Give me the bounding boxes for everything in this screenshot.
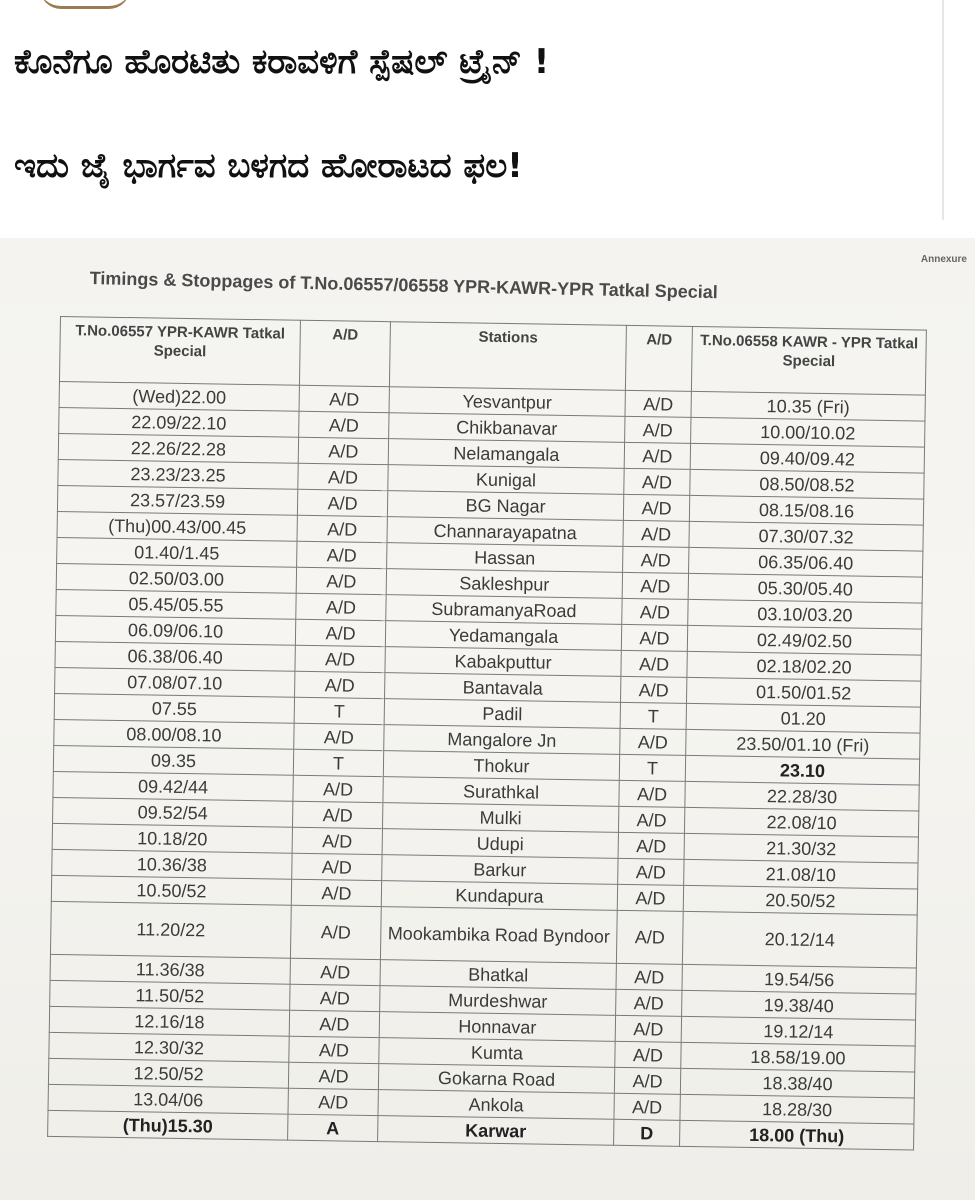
station-cell: Kabakputtur [385, 647, 621, 677]
ad-up-cell: A/D [616, 989, 682, 1016]
ad-up-cell: T [620, 702, 686, 729]
station-cell: Thokur [383, 751, 619, 781]
ad-up-cell: A/D [622, 572, 688, 599]
ad-down-cell: A/D [290, 905, 381, 959]
ad-up-cell: D [614, 1119, 680, 1146]
ad-up-cell: A/D [625, 416, 691, 443]
ad-up-cell: A/D [614, 1067, 680, 1094]
ad-up-cell: A/D [614, 1093, 680, 1120]
down-time-cell: 11.50/52 [50, 980, 290, 1010]
up-time-cell: 18.38/40 [680, 1068, 914, 1098]
ad-up-cell: A/D [618, 832, 684, 859]
up-time-cell: 19.12/14 [681, 1016, 915, 1046]
down-time-cell: 10.36/38 [52, 849, 292, 879]
station-cell: Karwar [378, 1116, 614, 1146]
station-cell: Murdeshwar [380, 986, 616, 1016]
ad-up-cell: A/D [623, 546, 689, 573]
ad-down-cell: A/D [288, 1062, 378, 1089]
up-time-cell: 08.15/08.16 [689, 495, 923, 525]
ad-down-cell: A/D [296, 593, 386, 620]
down-time-cell: 09.35 [53, 745, 293, 775]
ad-up-cell: A/D [621, 624, 687, 651]
ad-down-cell: A/D [289, 1036, 379, 1063]
timetable-grid [47, 316, 927, 1151]
down-time-cell: 06.38/06.40 [55, 641, 295, 671]
down-time-cell: 23.57/23.59 [57, 485, 297, 515]
up-time-cell: 02.18/02.20 [687, 651, 921, 681]
up-time-cell: 18.58/19.00 [681, 1042, 915, 1072]
header-stations: Stations [389, 322, 626, 391]
ad-up-cell: T [619, 754, 685, 781]
down-time-cell: 05.45/05.55 [56, 589, 296, 619]
up-time-cell: 20.12/14 [682, 911, 917, 968]
up-time-cell: 22.28/30 [685, 781, 919, 811]
up-time-cell: 01.20 [686, 703, 920, 733]
ad-down-cell: T [293, 749, 383, 776]
divider [942, 0, 944, 220]
up-time-cell: 05.30/05.40 [688, 573, 922, 603]
up-time-cell: 10.00/10.02 [691, 417, 925, 447]
station-cell: Mulki [382, 803, 618, 833]
ad-up-cell: A/D [615, 1015, 681, 1042]
down-time-cell: 12.16/18 [49, 1006, 289, 1036]
down-time-cell: 09.52/54 [53, 797, 293, 827]
header-down-train: T.No.06557 YPR-KAWR Tatkal Special [59, 317, 300, 386]
post-line-2: ಇದು ಜೈ ಭಾರ್ಗವ ಬಳಗದ ಹೋರಾಟದ ಫಲ! [14, 146, 523, 186]
up-time-cell: 23.50/01.10 (Fri) [686, 729, 920, 759]
ad-down-cell: A/D [292, 853, 382, 880]
down-time-cell: 10.50/52 [51, 875, 291, 905]
ad-up-cell: A/D [621, 676, 687, 703]
ad-down-cell: A/D [289, 1010, 379, 1037]
down-time-cell: (Thu)00.43/00.45 [57, 511, 297, 541]
annexure-label: Annexure [920, 254, 967, 265]
station-cell: Hassan [387, 543, 623, 573]
station-cell: Udupi [382, 829, 618, 859]
up-time-cell: 19.54/56 [682, 964, 916, 994]
ad-down-cell: A/D [292, 827, 382, 854]
station-cell: Kundapura [381, 881, 617, 911]
ad-up-cell: A/D [615, 1041, 681, 1068]
ad-down-cell: A/D [297, 489, 387, 516]
ad-down-cell: A/D [299, 411, 389, 438]
ad-down-cell: A/D [293, 775, 383, 802]
ad-up-cell: A/D [621, 650, 687, 677]
down-time-cell: 08.00/08.10 [54, 719, 294, 749]
down-time-cell: (Wed)22.00 [59, 381, 299, 411]
ad-down-cell: T [294, 697, 384, 724]
ad-up-cell: A/D [624, 442, 690, 469]
ad-up-cell: A/D [624, 468, 690, 495]
down-time-cell: 07.08/07.10 [55, 667, 295, 697]
ad-down-cell: A/D [290, 958, 380, 985]
station-cell: Yedamangala [385, 621, 621, 651]
down-time-cell: 01.40/1.45 [57, 537, 297, 567]
ad-up-cell: A/D [618, 806, 684, 833]
ad-up-cell: A/D [620, 728, 686, 755]
ad-up-cell: A/D [619, 780, 685, 807]
down-time-cell: 22.26/22.28 [58, 433, 298, 463]
station-cell: Sakleshpur [386, 569, 622, 599]
ad-down-cell: A/D [299, 385, 389, 412]
station-cell: Gokarna Road [378, 1064, 614, 1094]
down-time-cell: 07.55 [54, 693, 294, 723]
ad-up-cell: A/D [622, 598, 688, 625]
up-time-cell: 09.40/09.42 [690, 443, 924, 473]
ad-down-cell: A/D [298, 463, 388, 490]
post-text [14, 38, 934, 190]
station-cell: Surathkal [383, 777, 619, 807]
up-time-cell: 21.30/32 [684, 833, 918, 863]
ad-down-cell: A/D [296, 567, 386, 594]
down-time-cell: 06.09/06.10 [55, 615, 295, 645]
station-cell: Kunigal [388, 465, 624, 495]
down-time-cell: 12.50/52 [48, 1058, 288, 1088]
down-time-cell: (Thu)15.30 [48, 1110, 288, 1140]
down-time-cell: 13.04/06 [48, 1084, 288, 1114]
down-time-cell: 22.09/22.10 [59, 407, 299, 437]
down-time-cell: 02.50/03.00 [56, 563, 296, 593]
up-time-cell: 23.10 [685, 755, 919, 785]
down-time-cell: 10.18/20 [52, 823, 292, 853]
ad-up-cell: A/D [616, 910, 683, 964]
up-time-cell: 19.38/40 [682, 990, 916, 1020]
ad-down-cell: A/D [295, 671, 385, 698]
ad-up-cell: A/D [623, 494, 689, 521]
up-time-cell: 01.50/01.52 [686, 677, 920, 707]
up-time-cell: 07.30/07.32 [689, 521, 923, 551]
ad-down-cell: A/D [297, 541, 387, 568]
station-cell: Barkur [382, 855, 618, 885]
ad-down-cell: A/D [292, 801, 382, 828]
timetable [47, 316, 930, 1151]
up-time-cell: 18.28/30 [680, 1094, 914, 1124]
station-cell: Padil [384, 699, 620, 729]
down-time-cell: 09.42/44 [53, 771, 293, 801]
down-time-cell: 11.20/22 [50, 901, 291, 958]
ad-down-cell: A/D [295, 619, 385, 646]
up-time-cell: 08.50/08.52 [690, 469, 924, 499]
down-time-cell: 11.36/38 [50, 954, 290, 984]
station-cell: Kumta [379, 1038, 615, 1068]
station-cell: Mangalore Jn [384, 725, 620, 755]
ad-down-cell: A/D [291, 879, 381, 906]
ad-up-cell: A/D [618, 858, 684, 885]
header-ad-up: A/D [625, 325, 692, 391]
station-cell: SubramanyaRoad [386, 595, 622, 625]
up-time-cell: 10.35 (Fri) [691, 391, 925, 421]
up-time-cell: 03.10/03.20 [688, 599, 922, 629]
station-cell: Nelamangala [388, 439, 624, 469]
station-cell: BG Nagar [387, 491, 623, 521]
ad-down-cell: A/D [294, 723, 384, 750]
up-time-cell: 06.35/06.40 [689, 547, 923, 577]
up-time-cell: 02.49/02.50 [687, 625, 921, 655]
ad-up-cell: A/D [617, 884, 683, 911]
station-cell: Bantavala [385, 673, 621, 703]
up-time-cell: 22.08/10 [684, 807, 918, 837]
up-time-cell: 18.00 (Thu) [680, 1120, 914, 1150]
ad-down-cell: A/D [298, 437, 388, 464]
avatar-edge [40, 0, 130, 9]
station-cell: Mookambika Road Byndoor [380, 907, 617, 964]
ad-up-cell: A/D [623, 520, 689, 547]
header-up-train: T.No.06558 KAWR - YPR Tatkal Special [691, 326, 926, 395]
up-time-cell: 20.50/52 [683, 885, 917, 915]
up-time-cell: 21.08/10 [684, 859, 918, 889]
post-line-1: ಕೊನೆಗೂ ಹೊರಟಿತು ಕರಾವಳಿಗೆ ಸ್ಪೆಷಲ್ ಟ್ರೈನ್ ! [14, 42, 550, 82]
station-cell: Bhatkal [380, 960, 616, 990]
header-ad-down: A/D [299, 320, 390, 386]
down-time-cell: 12.30/32 [49, 1032, 289, 1062]
ad-down-cell: A/D [297, 515, 387, 542]
station-cell: Chikbanavar [389, 413, 625, 443]
station-cell: Yesvantpur [389, 387, 625, 417]
timetable-photo [0, 238, 975, 1200]
station-cell: Channarayapatna [387, 517, 623, 547]
ad-down-cell: A/D [288, 1088, 378, 1115]
ad-down-cell: A [288, 1114, 378, 1141]
station-cell: Ankola [378, 1090, 614, 1120]
ad-down-cell: A/D [295, 645, 385, 672]
ad-down-cell: A/D [290, 984, 380, 1011]
ad-up-cell: A/D [616, 963, 682, 990]
ad-up-cell: A/D [625, 390, 691, 417]
down-time-cell: 23.23/23.25 [58, 459, 298, 489]
timetable-title: Timings & Stoppages of T.No.06557/06558 YPR-KAWR-YPR Tatkal Special [89, 268, 719, 303]
station-cell: Honnavar [379, 1012, 615, 1042]
